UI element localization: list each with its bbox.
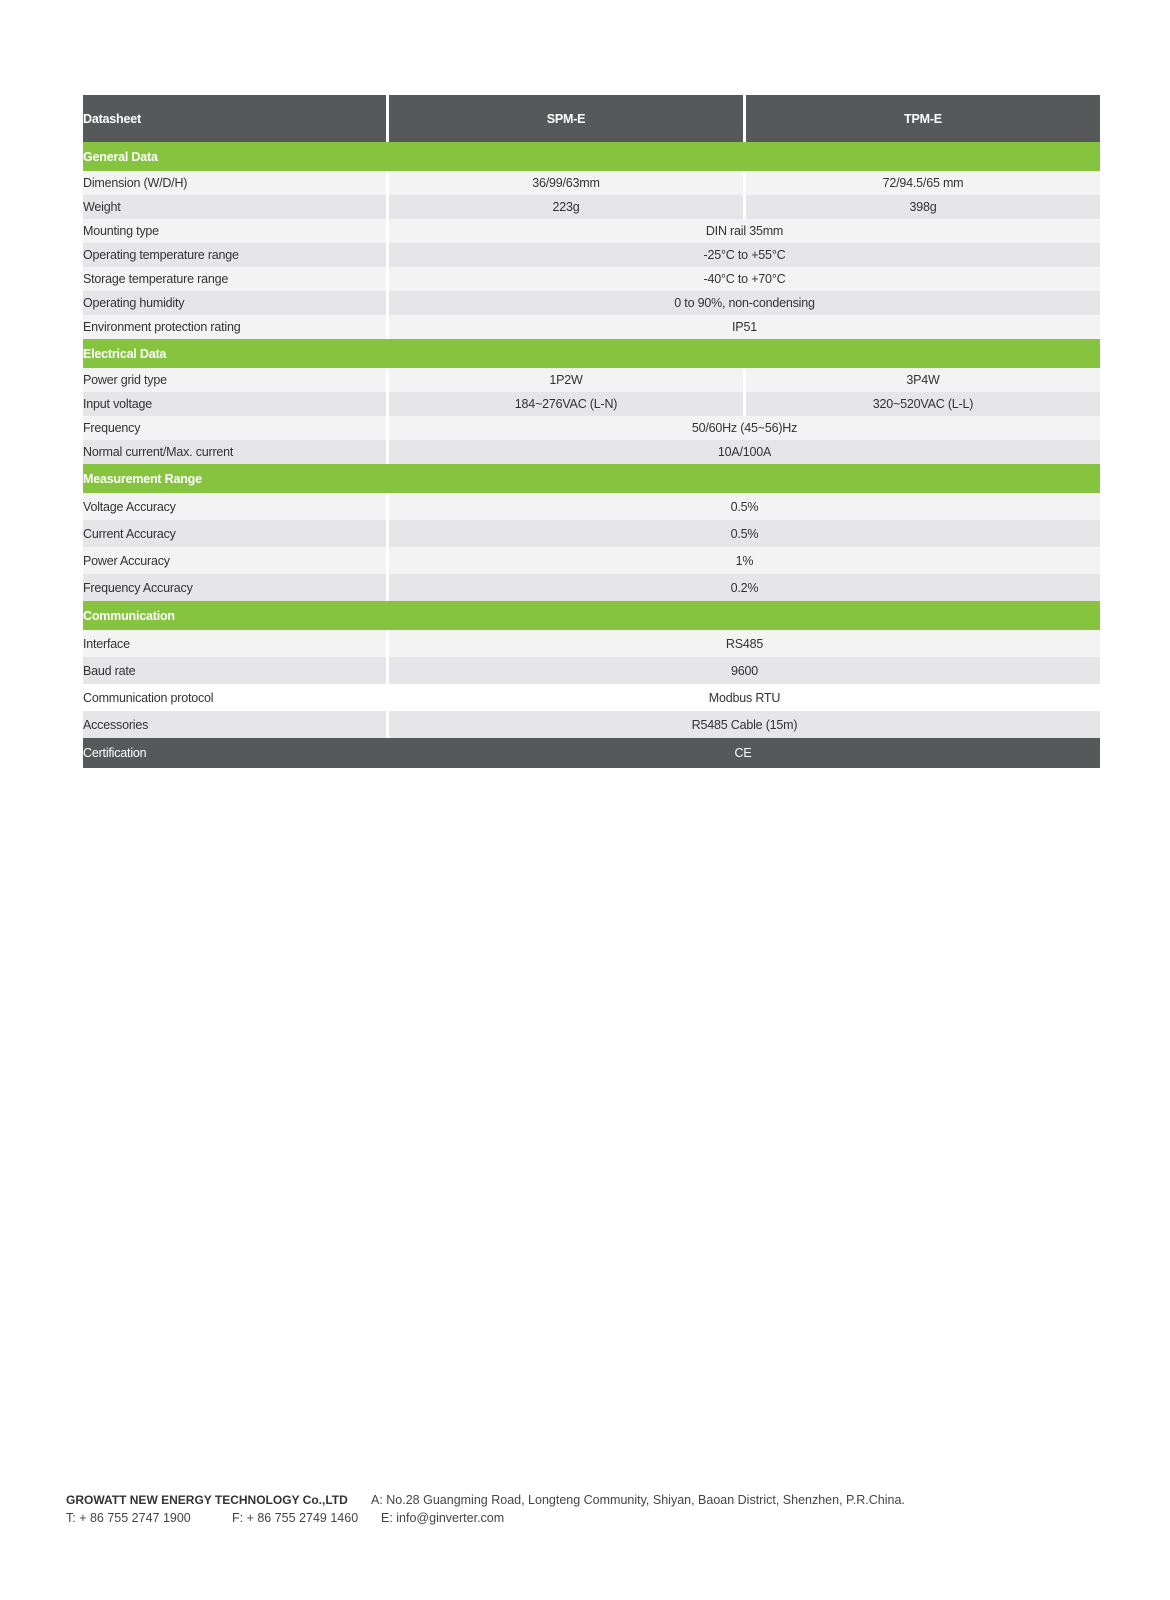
row-value-tpm: 398g — [743, 195, 1100, 219]
table-row — [83, 657, 1100, 684]
table-row — [83, 630, 1100, 657]
table-row — [83, 267, 1100, 291]
header-datasheet: Datasheet — [83, 95, 386, 142]
row-value: 0 to 90%, non-condensing — [386, 291, 1100, 315]
row-label: Input voltage — [83, 392, 386, 416]
table-row — [83, 520, 1100, 547]
row-value: -25°C to +55°C — [386, 243, 1100, 267]
datasheet-table — [83, 95, 1100, 768]
row-value-tpm: 72/94.5/65 mm — [743, 171, 1100, 195]
row-value-tpm: 320~520VAC (L-L) — [743, 392, 1100, 416]
footer-line-company — [66, 1493, 348, 1507]
row-label: Power Accuracy — [83, 547, 386, 574]
section-title: Electrical Data — [83, 339, 1100, 368]
row-label: Operating humidity — [83, 291, 386, 315]
table-row — [83, 493, 1100, 520]
section-title: General Data — [83, 142, 1100, 171]
row-value: CE — [386, 738, 1100, 768]
company-email: E: info@ginverter.com — [381, 1511, 505, 1525]
row-label: Current Accuracy — [83, 520, 386, 547]
row-label: Baud rate — [83, 657, 386, 684]
table-header — [83, 95, 1100, 142]
row-value: IP51 — [386, 315, 1100, 339]
row-value-spm: 223g — [386, 195, 743, 219]
table-row — [83, 315, 1100, 339]
row-value-spm: 184~276VAC (L-N) — [386, 392, 743, 416]
table-row — [83, 171, 1100, 195]
table-row — [83, 547, 1100, 574]
table-row — [83, 416, 1100, 440]
row-value: 0.5% — [386, 493, 1100, 520]
section-communication — [83, 601, 1100, 630]
row-value: 50/60Hz (45~56)Hz — [386, 416, 1100, 440]
table-row — [83, 711, 1100, 738]
row-value: -40°C to +70°C — [386, 267, 1100, 291]
table-row — [83, 195, 1100, 219]
row-label: Communication protocol — [83, 684, 386, 711]
row-value: 10A/100A — [386, 440, 1100, 464]
row-value: 1% — [386, 547, 1100, 574]
section-title: Measurement Range — [83, 464, 1100, 493]
table-row — [83, 243, 1100, 267]
table-row — [83, 291, 1100, 315]
row-value: 0.2% — [386, 574, 1100, 601]
table-row — [83, 368, 1100, 392]
table-row — [83, 219, 1100, 243]
table-row — [83, 440, 1100, 464]
section-title: Communication — [83, 601, 1100, 630]
section-measurement-range — [83, 464, 1100, 493]
header-tpm-e: TPM-E — [743, 95, 1100, 142]
row-value: 9600 — [386, 657, 1100, 684]
row-label: Normal current/Max. current — [83, 440, 386, 464]
table-row — [83, 574, 1100, 601]
row-value: DIN rail 35mm — [386, 219, 1100, 243]
row-label: Mounting type — [83, 219, 386, 243]
row-value: 0.5% — [386, 520, 1100, 547]
row-label: Frequency Accuracy — [83, 574, 386, 601]
company-fax: F: + 86 755 2749 1460 — [232, 1511, 359, 1525]
table-row — [83, 684, 1100, 711]
section-electrical-data — [83, 339, 1100, 368]
company-name: GROWATT NEW ENERGY TECHNOLOGY Co.,LTD — [66, 1493, 348, 1507]
table-row — [83, 392, 1100, 416]
row-label: Operating temperature range — [83, 243, 386, 267]
header-spm-e: SPM-E — [386, 95, 743, 142]
row-label: Interface — [83, 630, 386, 657]
row-value: RS485 — [386, 630, 1100, 657]
company-phone: T: + 86 755 2747 1900 — [66, 1511, 191, 1525]
row-label: Environment protection rating — [83, 315, 386, 339]
row-value-tpm: 3P4W — [743, 368, 1100, 392]
row-label: Certification — [83, 738, 386, 768]
company-address: A: No.28 Guangming Road, Longteng Community, Shiyan, Baoan District, Shenzhen, P.R.China. — [371, 1493, 905, 1507]
certification-row — [83, 738, 1100, 768]
row-label: Frequency — [83, 416, 386, 440]
row-label: Storage temperature range — [83, 267, 386, 291]
row-label: Dimension (W/D/H) — [83, 171, 386, 195]
row-label: Weight — [83, 195, 386, 219]
section-general-data — [83, 142, 1100, 171]
row-value-spm: 36/99/63mm — [386, 171, 743, 195]
row-value: Modbus RTU — [386, 684, 1100, 711]
row-value-spm: 1P2W — [386, 368, 743, 392]
row-label: Accessories — [83, 711, 386, 738]
row-label: Power grid type — [83, 368, 386, 392]
row-value: R5485 Cable (15m) — [386, 711, 1100, 738]
row-label: Voltage Accuracy — [83, 493, 386, 520]
